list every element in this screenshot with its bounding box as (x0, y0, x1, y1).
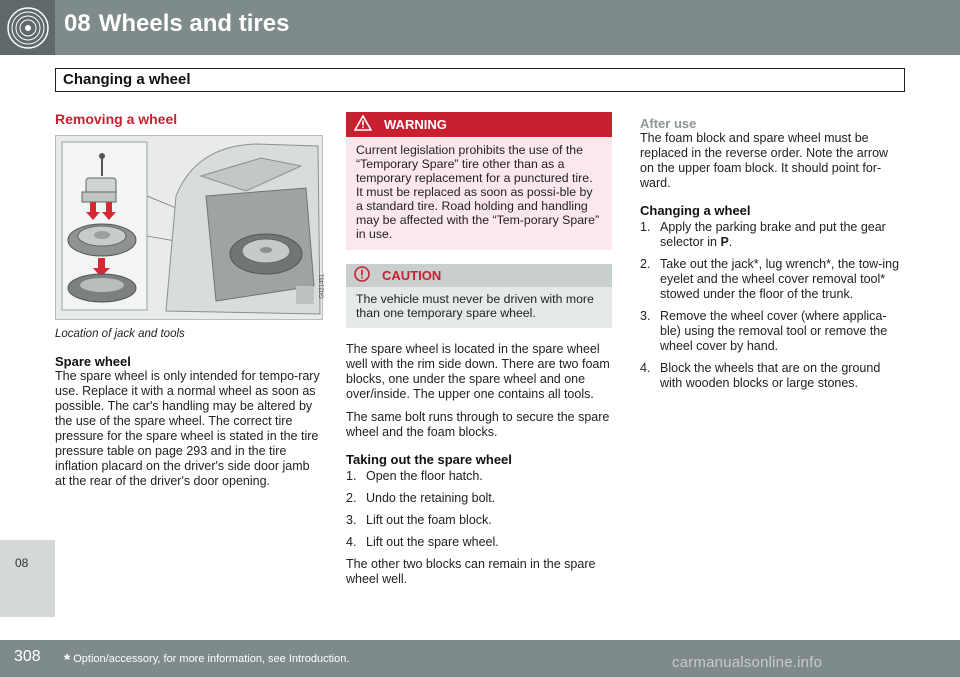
list-item (346, 513, 612, 528)
spare-wheel-heading: Spare wheel (55, 354, 131, 369)
list-item (640, 309, 902, 354)
list-item (640, 257, 902, 302)
asterisk: * (64, 652, 71, 669)
step-text: Lift out the spare wheel. (366, 535, 499, 549)
caution-circle-icon (354, 266, 370, 285)
warning-text: Current legislation prohibits the use of the “Temporary Spare” tire other than as a temporary replacement for a punctured tire. It must be replaced as soon as possi-ble by a standard tire. Road holding and handling may be affected with the “Tem-porary Spare” in use. (356, 143, 600, 241)
warning-triangle-icon (354, 115, 372, 134)
step-text: Lift out the foam block. (366, 513, 492, 527)
taking-out-heading: Taking out the spare wheel (346, 452, 512, 467)
removing-wheel-heading: Removing a wheel (55, 111, 178, 127)
step-text-end: . (728, 235, 733, 249)
caution-box (346, 264, 612, 328)
step-text: Remove the wheel cover (where applica-ble) using the removal tool or remove the wheel cover by hand. (660, 309, 888, 353)
spare-location-text: The spare wheel is located in the spare wheel well with the rim side down. There are two foam blocks, one under the spare wheel and one over/inside. The upper one contains all tools. (346, 342, 610, 401)
step-number: 2. (346, 491, 357, 505)
taking-out-steps (346, 469, 612, 550)
footnote-text: Option/accessory, for more information, see Introduction. (73, 653, 350, 665)
warning-header (346, 112, 612, 137)
after-use-heading: After use (640, 116, 697, 131)
remaining-blocks-text: The other two blocks can remain in the spare wheel well. (346, 557, 596, 586)
step-text: Undo the retaining bolt. (366, 491, 496, 505)
step-text: Take out the jack*, lug wrench*, the tow-ing eyelet and the wheel cover removal tool* stowed under the floor of the trunk. (660, 257, 900, 301)
watermark: carmanualsonline.info (672, 654, 823, 671)
caution-header (346, 264, 612, 287)
gear-p-label: P (720, 235, 729, 249)
step-number: 4. (640, 361, 651, 375)
chapter-name: Wheels and tires (98, 10, 290, 37)
changing-wheel-steps (640, 220, 902, 391)
list-item (346, 535, 612, 550)
figure-caption: Location of jack and tools (55, 328, 185, 340)
step-number: 3. (640, 309, 651, 323)
footnote (64, 652, 349, 670)
step-number: 3. (346, 513, 357, 527)
step-number: 1. (640, 220, 651, 234)
step-text: Block the wheels that are on the ground with wooden blocks or large stones. (660, 361, 881, 390)
list-item (346, 469, 612, 484)
page-number: 308 (14, 648, 41, 665)
column-middle (346, 112, 612, 595)
step-text (660, 220, 902, 250)
changing-wheel-heading: Changing a wheel (640, 203, 751, 218)
warning-box (346, 112, 612, 250)
warning-title: WARNING (384, 117, 447, 132)
caution-text: The vehicle must never be driven with more than one temporary spare wheel. (356, 292, 594, 320)
list-item (640, 361, 902, 391)
list-item (346, 491, 612, 506)
wheel-chapter-icon (0, 0, 55, 55)
step-text-part: Apply the parking brake and put the gear selector in (660, 220, 886, 249)
side-tab-number: 08 (15, 556, 29, 570)
figure-code: G021451 (320, 274, 326, 299)
section-title: Changing a wheel (55, 68, 905, 92)
column-right (640, 112, 902, 398)
step-number: 2. (640, 257, 651, 271)
column-left (55, 111, 326, 497)
step-number: 1. (346, 469, 357, 483)
after-use-text: The foam block and spare wheel must be replaced in the reverse order. Note the arrow on the upper foam block. It should point for-ward. (640, 131, 889, 190)
list-item (640, 220, 902, 250)
spare-wheel-text: The spare wheel is only intended for tempo-rary use. Replace it with a normal wheel as soon as possible. The car's handling may be altered by the use of the spare wheel. The correct tire pressure for the spare wheel is stated in the tire pressure table on page 293 and in the tire inflation placard on the driver's side door jamb at the rear of the driver's door opening. (55, 369, 320, 488)
chapter-title (64, 10, 297, 38)
bolt-text: The same bolt runs through to secure the spare wheel and the foam blocks. (346, 410, 610, 439)
caution-title: CAUTION (382, 268, 442, 283)
chapter-number: 08 (64, 10, 91, 37)
jack-tools-illustration (55, 135, 326, 320)
side-tab (0, 540, 55, 617)
step-text: Open the floor hatch. (366, 469, 483, 483)
step-number: 4. (346, 535, 357, 549)
